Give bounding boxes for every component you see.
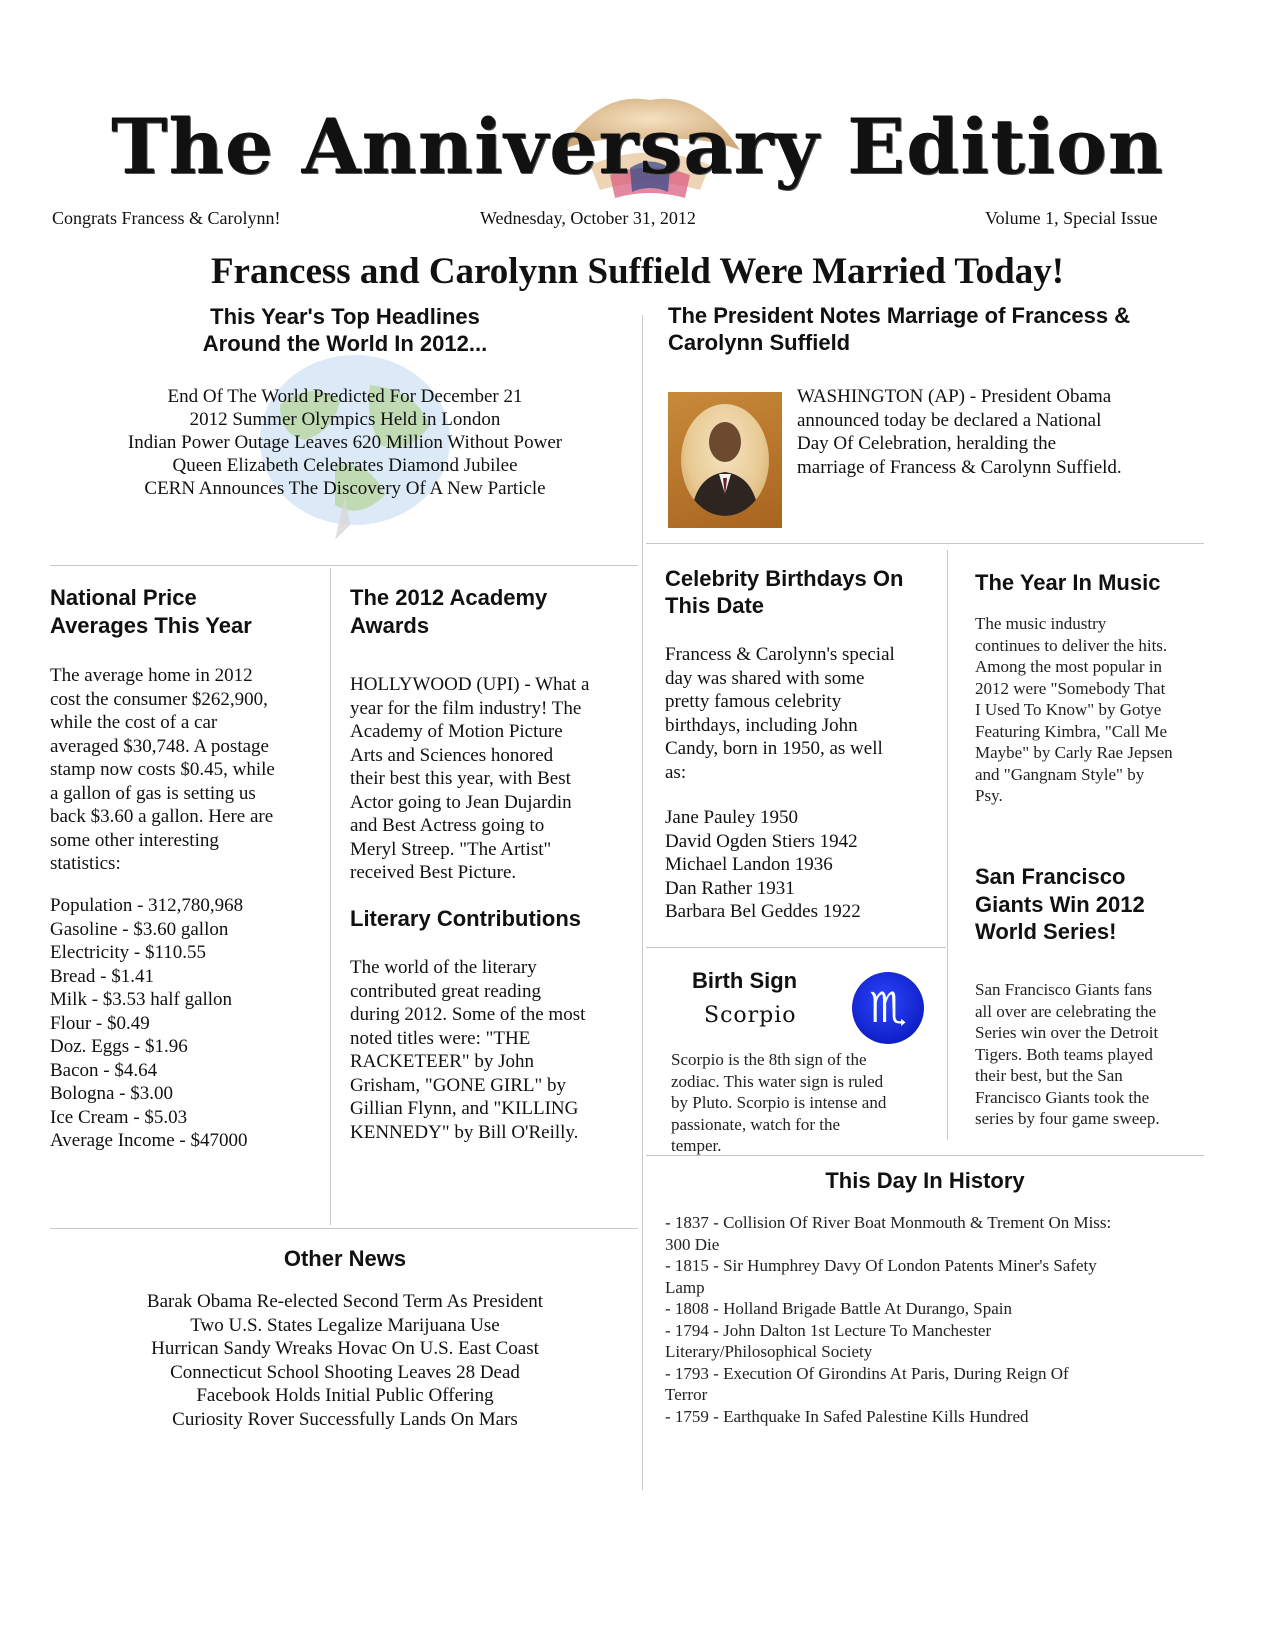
- list-item: Terror: [665, 1385, 708, 1404]
- list-item: Lamp: [665, 1277, 705, 1297]
- birthdays-intro: Francess & Carolynn's special day was shared with some pretty famous celebrity birthdays, including John Candy, born in 1950, as well as:: [665, 644, 895, 783]
- volume-label: Volume 1, Special Issue: [985, 208, 1158, 228]
- giants-article: San Francisco Giants fans all over are celebrating the Series win over the Detroit Tigers. Both teams played their best, but the San Francisco Giants took the series by four game sweep.: [975, 980, 1160, 1128]
- right-column-divider: [947, 550, 948, 1140]
- prices-stats: [50, 894, 325, 1153]
- congrats-note: Congrats Francess & Carolynn!: [52, 208, 281, 228]
- list-item: Barak Obama Re-elected Second Term As President: [146, 1291, 544, 1312]
- top-headlines-title: This Year's Top Headlines Around the World In 2012...: [202, 304, 488, 356]
- left-top-divider: [50, 565, 638, 566]
- list-item: Indian Power Outage Leaves 620 Million Without Power: [127, 432, 563, 453]
- birth-sign-name: Scorpio: [704, 1003, 797, 1028]
- list-item: - 1815 - Sir Humphrey Davy Of London Patents Miner's Safety: [665, 1256, 1097, 1275]
- list-item: Electricity - $110.55: [50, 942, 206, 963]
- list-item: Two U.S. States Legalize Marijuana Use: [190, 1314, 500, 1336]
- music-article: The music industry continues to deliver the hits. Among the most popular in 2012 were "Somebody That I Used To Know" by Gotye Featuring Kimbra, "Call Me Maybe" by Carly Rae Jepsen and "Gangnam Style" by Psy.: [975, 614, 1173, 805]
- list-item: - 1759 - Earthquake In Safed Palestine Kills Hundred: [665, 1406, 1029, 1426]
- giants-title: San Francisco Giants Win 2012 World Series!: [975, 864, 1145, 944]
- birthdays-list: [665, 806, 945, 924]
- academy-title: The 2012 Academy Awards: [350, 585, 548, 638]
- masthead: [0, 80, 1275, 210]
- list-item: Curiosity Rover Successfully Lands On Mars: [172, 1408, 518, 1430]
- left-column-divider: [330, 568, 331, 1225]
- list-item: Dan Rather 1931: [665, 877, 795, 899]
- history-title: This Day In History: [825, 1168, 1025, 1193]
- other-news-list: [50, 1290, 640, 1431]
- issue-date: Wednesday, October 31, 2012: [480, 208, 696, 228]
- top-headlines-list: [50, 385, 640, 500]
- list-item: Jane Pauley 1950: [665, 807, 798, 828]
- prices-intro: The average home in 2012 cost the consumer $262,900, while the cost of a car averaged $30,748. A postage stamp now costs $0.45, while a gallon of gas is setting us back $3.60 a gallon. Here are some other interesting statistics:: [50, 665, 275, 874]
- list-item: David Ogden Stiers 1942: [665, 830, 858, 852]
- list-item: Bread - $1.41: [50, 965, 154, 987]
- scorpio-icon: [852, 972, 924, 1044]
- list-item: Barbara Bel Geddes 1922: [665, 901, 861, 922]
- right-top-divider: [646, 543, 1204, 544]
- list-item: Milk - $3.53 half gallon: [50, 989, 233, 1010]
- list-item: Hurrican Sandy Wreaks Hovac On U.S. East Coast: [151, 1338, 539, 1359]
- list-item: - 1837 - Collision Of River Boat Monmouth & Trement On Miss:: [665, 1213, 1112, 1232]
- list-item: - 1808 - Holland Brigade Battle At Durango, Spain: [665, 1299, 1013, 1318]
- literary-title: Literary Contributions: [350, 906, 582, 931]
- list-item: End Of The World Predicted For December 21: [167, 386, 523, 407]
- scorpio-glyph: ♏: [869, 983, 907, 1032]
- portrait-oval: [681, 404, 769, 516]
- birthdays-title: Celebrity Birthdays On This Date: [665, 566, 904, 618]
- left-bottom-divider: [50, 1228, 638, 1229]
- list-item: Ice Cream - $5.03: [50, 1106, 188, 1128]
- masthead-title: The Anniversary Edition: [110, 102, 1165, 191]
- academy-article: HOLLYWOOD (UPI) - What a year for the film industry! The Academy of Motion Picture Arts and Sciences honored their best this year, with Best Actor going to Jean Dujardin and Best Actress going to Meryl Streep. "The Artist" received Best Picture.: [350, 674, 590, 883]
- list-item: Bologna - $3.00: [50, 1083, 173, 1104]
- center-divider: [642, 315, 643, 1490]
- list-item: Bacon - $4.64: [50, 1059, 158, 1081]
- list-item: Connecticut School Shooting Leaves 28 Dead: [170, 1361, 520, 1383]
- birth-sign-title: Birth Sign: [692, 968, 798, 993]
- list-item: Gasoline - $3.60 gallon: [50, 918, 229, 940]
- president-title: The President Notes Marriage of Francess & Carolynn Suffield: [668, 303, 1131, 355]
- president-article: WASHINGTON (AP) - President Obama announced today be declared a National Day Of Celebration, heralding the marriage of Francess & Carolynn Suffield.: [797, 386, 1122, 478]
- other-news-title: Other News: [283, 1246, 407, 1271]
- person-icon: [681, 404, 769, 516]
- literary-article: The world of the literary contributed great reading during 2012. Some of the most noted titles were: "THE RACKETEER" by John Grisham, "GONE GIRL" by Gillian Flynn, and "KILLING KENNEDY" by Bill O'Reilly.: [350, 957, 586, 1143]
- list-item: 300 Die: [665, 1234, 720, 1254]
- birthdays-divider: [646, 947, 946, 948]
- list-item: 2012 Summer Olympics Held in London: [189, 409, 501, 430]
- list-item: - 1794 - John Dalton 1st Lecture To Manchester: [665, 1320, 992, 1340]
- list-item: Doz. Eggs - $1.96: [50, 1036, 188, 1057]
- list-item: - 1793 - Execution Of Girondins At Paris, During Reign Of: [665, 1363, 1069, 1383]
- list-item: Queen Elizabeth Celebrates Diamond Jubilee: [172, 455, 518, 476]
- prices-title: National Price Averages This Year: [50, 585, 252, 638]
- main-headline: Francess and Carolynn Suffield Were Married Today!: [210, 251, 1065, 292]
- list-item: Michael Landon 1936: [665, 854, 833, 875]
- list-item: Facebook Holds Initial Public Offering: [196, 1385, 494, 1406]
- list-item: Flour - $0.49: [50, 1012, 150, 1034]
- list-item: CERN Announces The Discovery Of A New Particle: [144, 478, 546, 499]
- birth-sign-article: Scorpio is the 8th sign of the zodiac. This water sign is ruled by Pluto. Scorpio is intense and passionate, watch for the temper.: [671, 1050, 887, 1155]
- history-list: [665, 1212, 1210, 1427]
- list-item: Average Income - $47000: [50, 1130, 248, 1151]
- list-item: Literary/Philosophical Society: [665, 1342, 873, 1361]
- list-item: Population - 312,780,968: [50, 895, 244, 916]
- music-title: The Year In Music: [975, 570, 1161, 595]
- president-portrait: [668, 392, 782, 528]
